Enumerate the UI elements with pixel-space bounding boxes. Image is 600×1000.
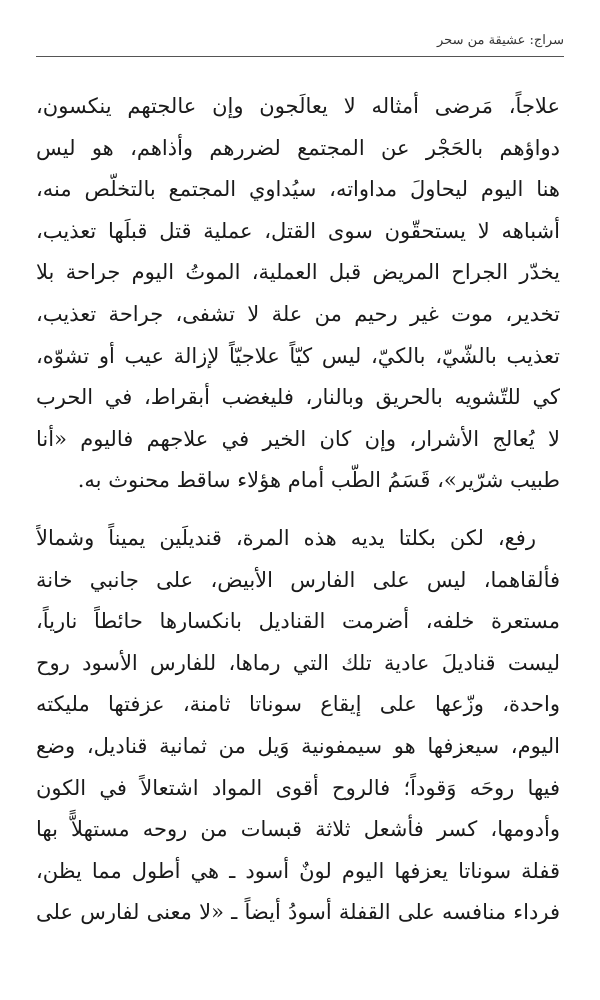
text-line: دواؤهم بالحَجْر عن المجتمع لضررهم وأذاهم، هو ليس [36,135,560,160]
text-line: رفع، لكن بكلتا يديه هذه المرة، قنديلَين يميناً وشمالاً [36,525,536,550]
text-line: هنا اليوم ليحاولَ مداواته، سيُداوي المجتمع بالتخلّص منه، [36,177,560,202]
text-line: ليست قناديلَ عادية تلك التي رماها، للفارس الأسود روح [36,650,560,675]
text-line: فرداء منافسه على القفلة أسودُ أيضاً ـ «لا معنى لفارس على [36,900,560,925]
body-text [36,86,560,934]
text-line: فألقاهما، ليس على الفارس الأبيض، على جانبي خانة [36,567,560,592]
text-line: قفلة سوناتا يعزفها اليوم لونٌ أسود ـ هي أطول مما يظن، [36,858,560,883]
paragraph-1 [36,86,560,502]
text-line: تخدير، موت غير رحيم من علة لا تشفى، جراحة تعذيب، [36,301,560,326]
text-line: طبيب شرّير»، قَسَمُ الطّب أمام هؤلاء ساقط محنوث به. [77,468,560,493]
text-line: فيها روحَه وَقوداً؛ فالروح أقوى المواد اشتعالاً في الكون [36,775,560,800]
text-line: لا يُعالج الأشرار، وإن كان الخير في علاجهم فاليوم «أنا [36,426,560,451]
text-line: تعذيب بالشّيّ، بالكيّ، ليس كيّاً علاجيّاً لإزالة عيب أو تشوّه، [36,343,560,368]
text-line: اليوم، سيعزفها هو سيمفونية وَيل من ثمانية قناديل، وضع [36,733,560,758]
text-line: كي للتّشويه بالحريق وبالنار، فليغضب أبقراط، في الحرب [36,385,560,410]
running-header: سراج: عشيقة من سحر [36,32,564,57]
text-line: علاجاً، مَرضى أمثاله لا يعالَجون وإن عالجتهم ينكسون، [36,94,560,118]
text-line: واحدة، وزّعها على إيقاع سوناتا ثامنة، عزفتها مليكته [36,692,560,717]
paragraph-2 [36,518,560,934]
text-line: يخدّر الجراح المريض قبل العملية، الموتُ اليوم جراحة بلا [36,260,560,285]
text-line: وأدومها، كسر فأشعل ثلاثة قبسات من روحه مستهلاًّ بها [36,817,560,842]
text-line: أشباهه لا يستحقّون سوى القتل، عملية قتل قبلَها تعذيب، [36,218,560,243]
text-line: مستعرة خلفه، أضرمت القناديل بانكسارها حائطاً نارياً، [36,609,560,634]
